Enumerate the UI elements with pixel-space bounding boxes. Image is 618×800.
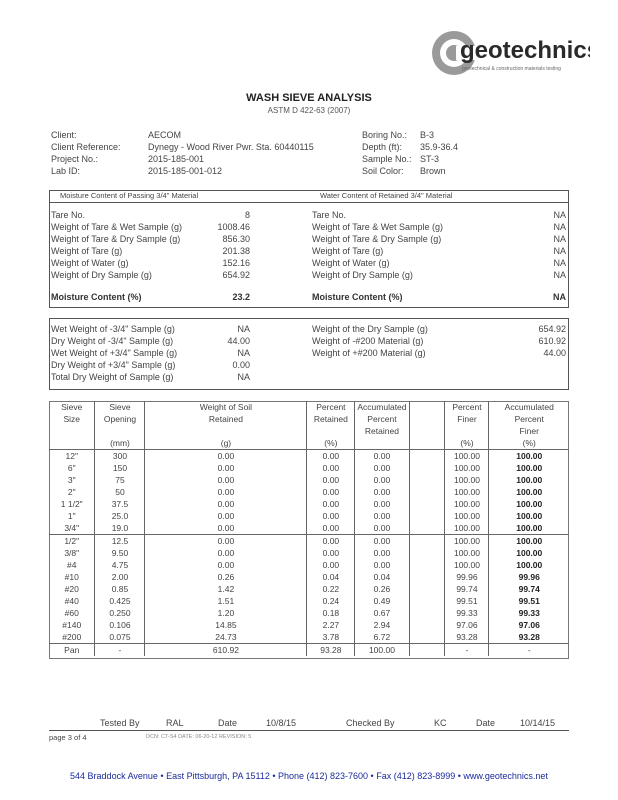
sieve-size-cell: 1/2" bbox=[49, 535, 95, 548]
sieve-size-cell: #200 bbox=[49, 631, 95, 644]
weight-retained-cell: 14.85 bbox=[145, 619, 307, 631]
measurement-value: NA bbox=[553, 258, 566, 268]
sieve-row bbox=[49, 559, 569, 571]
weight-retained-cell: 0.00 bbox=[145, 486, 307, 498]
depth-value: 35.9-36.4 bbox=[420, 142, 459, 152]
measurement-label: Weight of Dry Sample (g) bbox=[312, 270, 413, 280]
percent-finer-cell: 100.00 bbox=[445, 450, 489, 463]
header-percent-retained-2: Retained bbox=[313, 414, 348, 424]
accum-finer-cell: 100.00 bbox=[516, 548, 543, 558]
measurement-value: 201.38 bbox=[222, 246, 250, 256]
depth-label: Depth (ft): bbox=[362, 142, 403, 152]
percent-finer-cell: 99.74 bbox=[445, 583, 489, 595]
sieve-opening-cell: 75 bbox=[95, 474, 145, 486]
weight-retained-cell: 0.00 bbox=[145, 535, 307, 548]
sample-no-label: Sample No.: bbox=[362, 154, 412, 164]
percent-finer-cell: 100.00 bbox=[445, 535, 489, 548]
percent-retained-cell: 3.78 bbox=[307, 631, 355, 644]
accum-finer-cell: 97.06 bbox=[518, 620, 540, 630]
accum-retained-cell: 0.04 bbox=[355, 571, 409, 583]
sieve-row bbox=[49, 462, 569, 474]
accum-retained-cell: 0.00 bbox=[355, 498, 409, 510]
sieve-opening-cell: 37.5 bbox=[95, 498, 145, 510]
moisture-right-header: Water Content of Retained 3/4" Material bbox=[320, 191, 453, 200]
accum-retained-cell: 0.00 bbox=[355, 450, 409, 463]
sieve-size-cell: #20 bbox=[49, 583, 95, 595]
sieve-opening-cell: 0.075 bbox=[95, 631, 145, 644]
sieve-row bbox=[49, 522, 569, 535]
measurement-label: Weight of Tare & Wet Sample (g) bbox=[312, 222, 444, 232]
sieve-size-cell: #10 bbox=[49, 571, 95, 583]
sieve-opening-cell: 25.0 bbox=[95, 510, 145, 522]
measurement-label: Weight of +#200 Material (g) bbox=[312, 348, 426, 358]
weight-retained-cell: 0.00 bbox=[145, 498, 307, 510]
sieve-size-cell: 1" bbox=[49, 510, 95, 522]
header-percent-finer: Percent bbox=[445, 401, 489, 413]
accum-finer-cell: 100.00 bbox=[516, 499, 543, 509]
percent-finer-cell: 99.33 bbox=[445, 607, 489, 619]
weight-retained-cell: 0.26 bbox=[145, 571, 307, 583]
accum-retained-cell: 0.00 bbox=[355, 522, 409, 535]
measurement-value: 44.00 bbox=[543, 348, 566, 358]
measurement-label: Weight of Tare & Wet Sample (g) bbox=[51, 222, 183, 232]
percent-finer-cell: 100.00 bbox=[445, 462, 489, 474]
accum-finer-cell: 93.28 bbox=[518, 632, 540, 642]
soil-color-value: Brown bbox=[420, 166, 446, 176]
boring-value: B-3 bbox=[420, 130, 435, 140]
weight-retained-cell: 1.42 bbox=[145, 583, 307, 595]
measurement-label: Tare No. bbox=[51, 210, 86, 220]
sieve-opening-cell: 0.425 bbox=[95, 595, 145, 607]
sieve-row bbox=[49, 595, 569, 607]
weight-retained-cell: 0.00 bbox=[145, 474, 307, 486]
accum-retained-cell: 0.00 bbox=[355, 510, 409, 522]
percent-retained-cell: 0.00 bbox=[307, 510, 355, 522]
accum-retained-cell: 0.00 bbox=[355, 547, 409, 559]
accum-retained-cell: 100.00 bbox=[355, 644, 409, 657]
sieve-opening-cell: - bbox=[95, 644, 145, 657]
weight-retained-cell: 610.92 bbox=[145, 644, 307, 657]
sieve-row bbox=[49, 510, 569, 522]
accum-finer-cell: - bbox=[527, 645, 531, 655]
sieve-opening-cell: 12.5 bbox=[95, 535, 145, 548]
weight-retained-cell: 0.00 bbox=[145, 450, 307, 463]
measurement-label: Weight of Tare (g) bbox=[51, 246, 123, 256]
accum-finer-cell: 100.00 bbox=[516, 451, 543, 461]
accum-retained-cell: 2.94 bbox=[355, 619, 409, 631]
measurement-label: Dry Weight of -3/4" Sample (g) bbox=[51, 336, 174, 346]
percent-finer-cell: 93.28 bbox=[445, 631, 489, 644]
sieve-opening-cell: 150 bbox=[95, 462, 145, 474]
client-ref-value: Dynegy - Wood River Pwr. Sta. 60440115 bbox=[148, 142, 314, 152]
accum-finer-cell: 100.00 bbox=[516, 463, 543, 473]
unit-pct-retained: (%) bbox=[324, 438, 338, 448]
sieve-size-cell: 3" bbox=[49, 474, 95, 486]
percent-retained-cell: 0.00 bbox=[307, 498, 355, 510]
weight-retained-cell: 0.00 bbox=[145, 522, 307, 535]
accum-finer-cell: 100.00 bbox=[516, 523, 543, 533]
sieve-opening-cell: 9.50 bbox=[95, 547, 145, 559]
soil-color-label: Soil Color: bbox=[362, 166, 404, 176]
header-sieve-size: Sieve bbox=[49, 401, 95, 413]
measurement-value: NA bbox=[553, 270, 566, 280]
accum-retained-cell: 0.49 bbox=[355, 595, 409, 607]
measurement-label: Wet Weight of -3/4" Sample (g) bbox=[51, 324, 175, 334]
sieve-row bbox=[49, 619, 569, 631]
measurement-value: 152.16 bbox=[222, 258, 250, 268]
accum-finer-cell: 99.96 bbox=[518, 572, 540, 582]
accum-finer-cell: 100.00 bbox=[516, 511, 543, 521]
measurement-value: 0.00 bbox=[232, 360, 250, 370]
percent-finer-cell: 100.00 bbox=[445, 510, 489, 522]
percent-finer-cell: 100.00 bbox=[445, 559, 489, 571]
boring-label: Boring No.: bbox=[362, 130, 408, 140]
header-accum-finer-2: Percent bbox=[514, 414, 544, 424]
measurement-value: NA bbox=[553, 210, 566, 220]
tested-date-label: Date bbox=[218, 718, 238, 728]
lab-id-value: 2015-185-001-012 bbox=[148, 166, 223, 176]
sieve-opening-cell: 4.75 bbox=[95, 559, 145, 571]
sieve-opening-cell: 2.00 bbox=[95, 571, 145, 583]
accum-retained-cell: 0.00 bbox=[355, 486, 409, 498]
weight-retained-cell: 1.20 bbox=[145, 607, 307, 619]
accum-finer-cell: 99.33 bbox=[518, 608, 540, 618]
sieve-opening-cell: 19.0 bbox=[95, 522, 145, 535]
sieve-size-cell: 6" bbox=[49, 462, 95, 474]
unit-opening: (mm) bbox=[110, 438, 130, 448]
weight-retained-cell: 24.73 bbox=[145, 631, 307, 644]
moisture-left-header: Moisture Content of Passing 3/4" Material bbox=[60, 191, 199, 200]
percent-retained-cell: 93.28 bbox=[307, 644, 355, 657]
sieve-row bbox=[49, 450, 569, 463]
sieve-size-cell: 2" bbox=[49, 486, 95, 498]
accum-retained-cell: 0.00 bbox=[355, 535, 409, 548]
sieve-opening-cell: 0.106 bbox=[95, 619, 145, 631]
sieve-row bbox=[49, 631, 569, 644]
accum-finer-cell: 99.51 bbox=[518, 596, 540, 606]
tested-by-label: Tested By bbox=[100, 718, 140, 728]
measurement-label: Weight of Tare & Dry Sample (g) bbox=[51, 234, 181, 244]
tested-by-value: RAL bbox=[166, 718, 184, 728]
accum-finer-cell: 100.00 bbox=[516, 536, 543, 546]
percent-finer-cell: 100.00 bbox=[445, 486, 489, 498]
accum-retained-cell: 0.00 bbox=[355, 474, 409, 486]
accum-finer-cell: 100.00 bbox=[516, 560, 543, 570]
logo-wordmark: geotechnics bbox=[460, 37, 590, 64]
measurement-value: 654.92 bbox=[538, 324, 566, 334]
weight-retained-cell: 0.00 bbox=[145, 559, 307, 571]
measurement-value: NA bbox=[553, 246, 566, 256]
percent-retained-cell: 0.00 bbox=[307, 522, 355, 535]
sieve-size-cell: Pan bbox=[49, 644, 95, 657]
measurement-value: NA bbox=[237, 324, 250, 334]
sieve-row bbox=[49, 607, 569, 619]
sieve-size-cell: 1 1/2" bbox=[49, 498, 95, 510]
moisture-content-left-label: Moisture Content (%) bbox=[51, 292, 142, 302]
sieve-row bbox=[49, 571, 569, 583]
measurement-label: Tare No. bbox=[312, 210, 347, 220]
percent-retained-cell: 0.00 bbox=[307, 547, 355, 559]
measurement-value: 1008.46 bbox=[217, 222, 250, 232]
client-ref-label: Client Reference: bbox=[51, 142, 121, 152]
header-percent-retained: Percent bbox=[307, 401, 355, 413]
header-sieve-size-2: Size bbox=[63, 414, 81, 424]
measurement-value: NA bbox=[237, 372, 250, 382]
accum-finer-cell: 99.74 bbox=[518, 584, 540, 594]
measurement-value: 44.00 bbox=[227, 336, 250, 346]
percent-finer-cell: 100.00 bbox=[445, 547, 489, 559]
sieve-row bbox=[49, 498, 569, 510]
header-sieve-opening-2: Opening bbox=[103, 414, 137, 424]
sieve-opening-cell: 300 bbox=[95, 450, 145, 463]
sieve-size-cell: #60 bbox=[49, 607, 95, 619]
page-subtitle: ASTM D 422-63 (2007) bbox=[267, 106, 351, 115]
percent-finer-cell: 100.00 bbox=[445, 522, 489, 535]
checked-by-value: KC bbox=[434, 718, 447, 728]
weight-retained-cell: 1.51 bbox=[145, 595, 307, 607]
percent-retained-cell: 0.00 bbox=[307, 559, 355, 571]
accum-retained-cell: 0.67 bbox=[355, 607, 409, 619]
checked-by-label: Checked By bbox=[346, 718, 395, 728]
moisture-content-right-value: NA bbox=[553, 292, 566, 302]
measurement-value: NA bbox=[553, 234, 566, 244]
measurement-label: Weight of Tare (g) bbox=[312, 246, 384, 256]
company-logo bbox=[430, 26, 590, 80]
weight-retained-cell: 0.00 bbox=[145, 510, 307, 522]
page-title: WASH SIEVE ANALYSIS bbox=[246, 92, 372, 104]
percent-finer-cell: 100.00 bbox=[445, 474, 489, 486]
sieve-row bbox=[49, 535, 569, 548]
logo-tagline: geotechnical & construction materials testing bbox=[462, 66, 561, 72]
measurement-value: 610.92 bbox=[538, 336, 566, 346]
percent-retained-cell: 0.18 bbox=[307, 607, 355, 619]
project-label: Project No.: bbox=[51, 154, 99, 164]
pan-row bbox=[49, 644, 569, 657]
measurement-label: Dry Weight of +3/4" Sample (g) bbox=[51, 360, 176, 370]
measurement-value: 654.92 bbox=[222, 270, 250, 280]
sieve-row bbox=[49, 583, 569, 595]
sieve-row bbox=[49, 474, 569, 486]
accum-retained-cell: 0.00 bbox=[355, 559, 409, 571]
accum-retained-cell: 0.00 bbox=[355, 462, 409, 474]
header-sieve-opening: Sieve bbox=[95, 401, 145, 413]
header-weight-retained-2: Retained bbox=[208, 414, 243, 424]
percent-retained-cell: 0.24 bbox=[307, 595, 355, 607]
moisture-content-right-label: Moisture Content (%) bbox=[312, 292, 403, 302]
measurement-label: Weight of Tare & Dry Sample (g) bbox=[312, 234, 442, 244]
sieve-size-cell: #4 bbox=[49, 559, 95, 571]
header-accum-finer: Accumulated bbox=[504, 402, 554, 412]
unit-pct-finer: (%) bbox=[460, 438, 474, 448]
percent-retained-cell: 0.00 bbox=[307, 450, 355, 463]
company-address-footer: 544 Braddock Avenue • East Pittsburgh, PA 15112 • Phone (412) 823-7600 • Fax (412) 823-8999 • www.geotechnics.net bbox=[70, 771, 548, 781]
document-reference: DCN: CT-S4 DATE: 06-20-12 REVISION: 5 bbox=[146, 734, 252, 740]
measurement-label: Total Dry Weight of Sample (g) bbox=[51, 372, 174, 382]
sieve-size-cell: 3/4" bbox=[49, 522, 95, 535]
client-label: Client: bbox=[51, 130, 77, 140]
sieve-table bbox=[49, 401, 569, 656]
header-accum-finer-3: Finer bbox=[519, 426, 539, 436]
geotechnics-logo-graphic bbox=[430, 26, 590, 80]
sieve-row bbox=[49, 547, 569, 559]
header-accum-retained-2: Percent bbox=[367, 414, 397, 424]
accum-retained-cell: 6.72 bbox=[355, 631, 409, 644]
sieve-opening-cell: 50 bbox=[95, 486, 145, 498]
client-value: AECOM bbox=[148, 130, 182, 140]
percent-retained-cell: 0.00 bbox=[307, 474, 355, 486]
checked-date-label: Date bbox=[476, 718, 496, 728]
unit-acc-finer: (%) bbox=[522, 438, 536, 448]
sieve-size-cell: 12" bbox=[49, 450, 95, 463]
header-percent-finer-2: Finer bbox=[457, 414, 477, 424]
project-value: 2015-185-001 bbox=[148, 154, 205, 164]
accum-finer-cell: 100.00 bbox=[516, 487, 543, 497]
accum-finer-cell: 100.00 bbox=[516, 475, 543, 485]
sieve-opening-cell: 0.85 bbox=[95, 583, 145, 595]
percent-retained-cell: 0.00 bbox=[307, 462, 355, 474]
measurement-label: Weight of Water (g) bbox=[312, 258, 390, 268]
header-weight-retained: Weight of Soil bbox=[145, 401, 307, 413]
sample-no-value: ST-3 bbox=[420, 154, 440, 164]
percent-finer-cell: 99.96 bbox=[445, 571, 489, 583]
measurement-label: Weight of the Dry Sample (g) bbox=[312, 324, 428, 334]
moisture-content-box bbox=[49, 190, 569, 308]
measurement-label: Weight of Water (g) bbox=[51, 258, 129, 268]
header-accum-retained: Accumulated bbox=[355, 401, 409, 413]
sieve-size-cell: 3/8" bbox=[49, 547, 95, 559]
weight-retained-cell: 0.00 bbox=[145, 462, 307, 474]
percent-retained-cell: 0.00 bbox=[307, 486, 355, 498]
percent-retained-cell: 2.27 bbox=[307, 619, 355, 631]
checked-date-value: 10/14/15 bbox=[520, 718, 556, 728]
percent-finer-cell: 99.51 bbox=[445, 595, 489, 607]
sieve-size-cell: #40 bbox=[49, 595, 95, 607]
sieve-row bbox=[49, 486, 569, 498]
tested-date-value: 10/8/15 bbox=[266, 718, 297, 728]
measurement-value: 856.30 bbox=[222, 234, 250, 244]
measurement-value: NA bbox=[237, 348, 250, 358]
sieve-opening-cell: 0.250 bbox=[95, 607, 145, 619]
moisture-content-left-value: 23.2 bbox=[232, 292, 250, 302]
percent-retained-cell: 0.22 bbox=[307, 583, 355, 595]
measurement-label: Weight of Dry Sample (g) bbox=[51, 270, 152, 280]
sieve-size-cell: #140 bbox=[49, 619, 95, 631]
percent-finer-cell: - bbox=[445, 644, 489, 657]
percent-finer-cell: 100.00 bbox=[445, 498, 489, 510]
percent-retained-cell: 0.04 bbox=[307, 571, 355, 583]
measurement-value: NA bbox=[553, 222, 566, 232]
measurement-label: Weight of -#200 Material (g) bbox=[312, 336, 424, 346]
unit-weight: (g) bbox=[220, 438, 232, 448]
header-accum-retained-3: Retained bbox=[364, 426, 399, 436]
weight-retained-cell: 0.00 bbox=[145, 547, 307, 559]
lab-id-label: Lab ID: bbox=[51, 166, 81, 176]
page-number: page 3 of 4 bbox=[49, 733, 87, 742]
measurement-label: Wet Weight of +3/4" Sample (g) bbox=[51, 348, 178, 358]
measurement-value: 8 bbox=[244, 210, 250, 220]
percent-finer-cell: 97.06 bbox=[445, 619, 489, 631]
accum-retained-cell: 0.26 bbox=[355, 583, 409, 595]
percent-retained-cell: 0.00 bbox=[307, 535, 355, 548]
